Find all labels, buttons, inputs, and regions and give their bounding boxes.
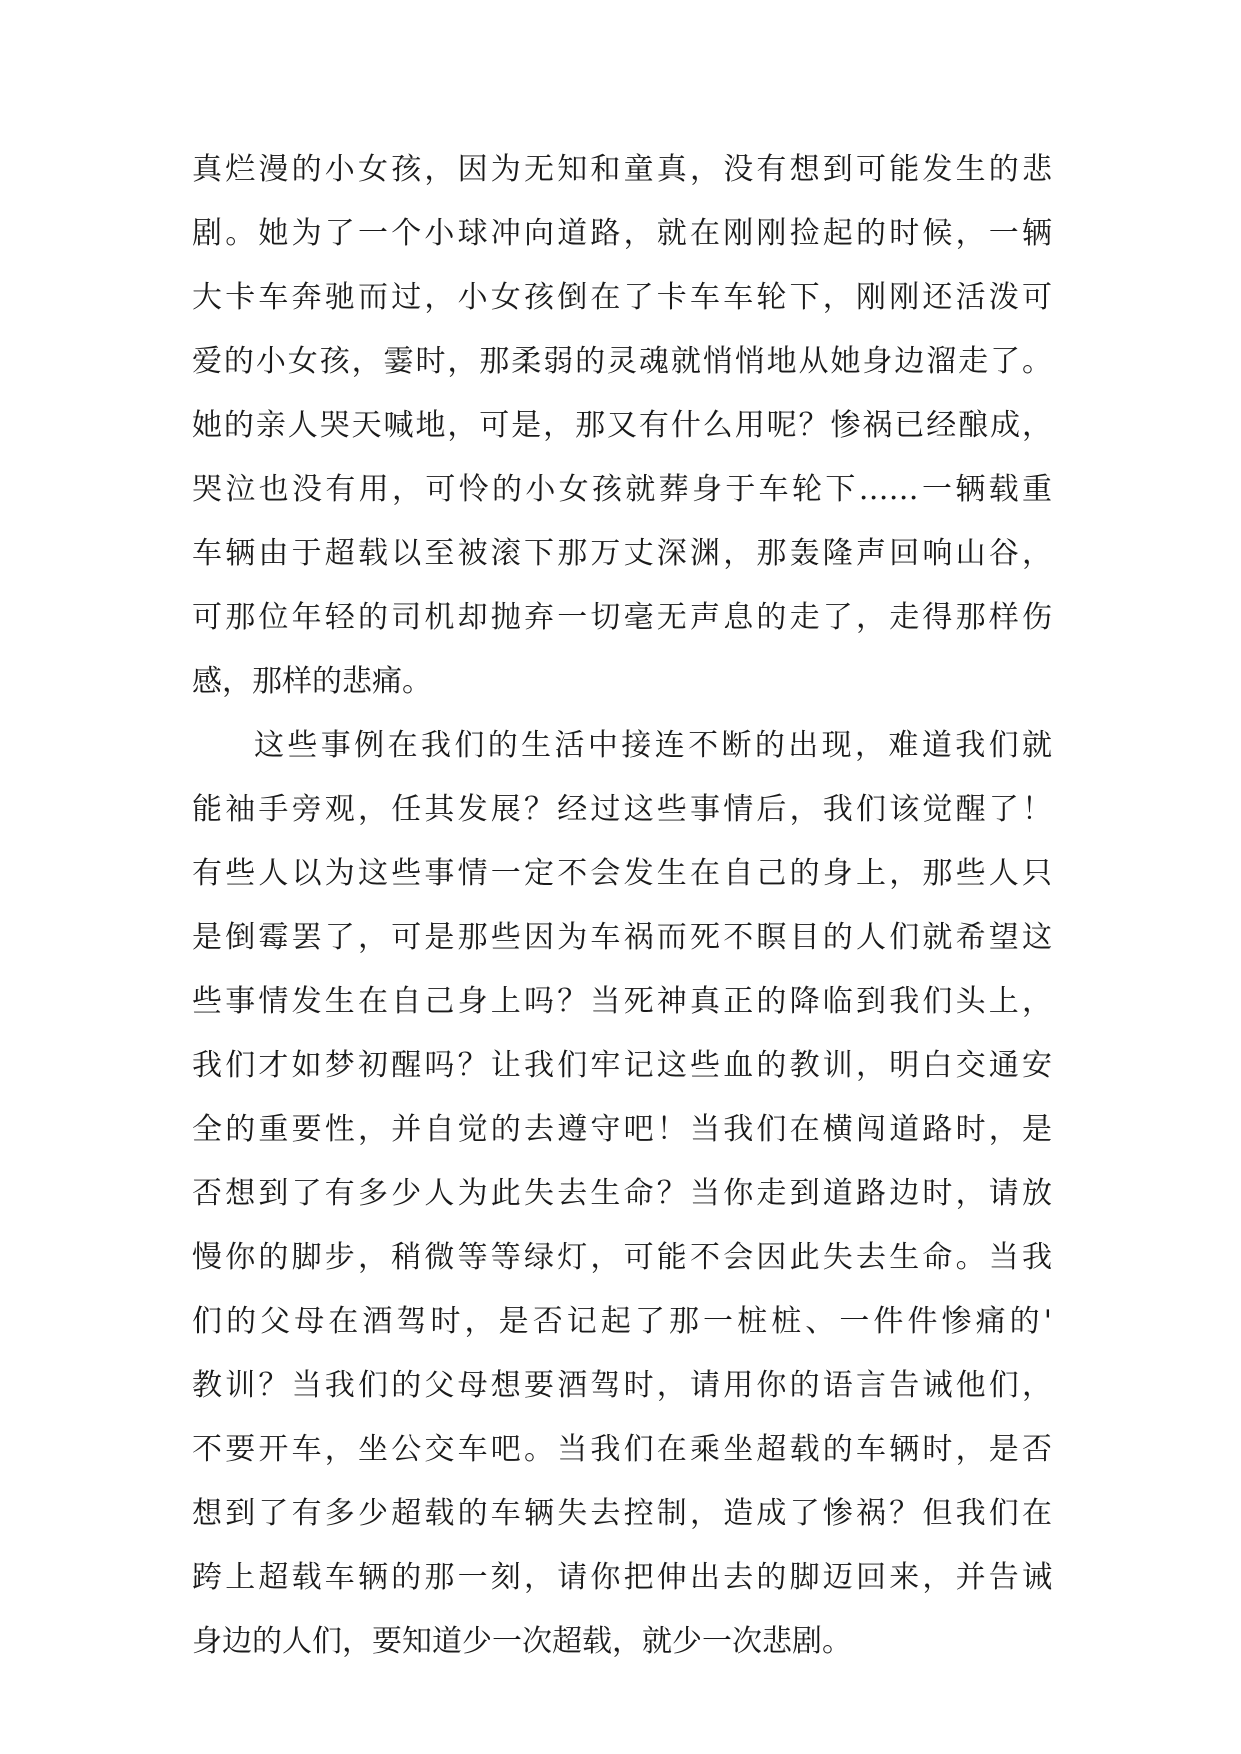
paragraph-2-line-3: 有些人以为这些事情一定不会发生在自己的身上，那些人只: [192, 856, 1052, 891]
paragraph-1-line-8: 可那位年轻的司机却抛弃一切毫无声息的走了，走得那样伤: [192, 600, 1052, 635]
paragraph-2-line-6: 我们才如梦初醒吗？让我们牢记这些血的教训，明白交通安: [192, 1048, 1052, 1083]
paragraph-1-line-5: 她的亲人哭天喊地，可是，那又有什么用呢？惨祸已经酿成，: [192, 408, 1052, 443]
paragraph-1-line-6: 哭泣也没有用，可怜的小女孩就葬身于车轮下……一辆载重: [192, 472, 1052, 507]
paragraph-2-line-1: 这些事例在我们的生活中接连不断的出现，难道我们就: [254, 728, 1052, 763]
paragraph-2-line-5: 些事情发生在自己身上吗？当死神真正的降临到我们头上，: [192, 984, 1052, 1019]
paragraph-2-line-9: 慢你的脚步，稍微等等绿灯，可能不会因此失去生命。当我: [192, 1240, 1052, 1275]
paragraph-2-line-2: 能袖手旁观，任其发展？经过这些事情后，我们该觉醒了！: [192, 792, 1052, 827]
paragraph-2-line-11: 教训？当我们的父母想要酒驾时，请用你的语言告诫他们，: [192, 1368, 1052, 1403]
paragraph-2-line-12: 不要开车，坐公交车吧。当我们在乘坐超载的车辆时，是否: [192, 1432, 1052, 1467]
paragraph-2-line-10: 们的父母在酒驾时，是否记起了那一桩桩、一件件惨痛的': [192, 1304, 1052, 1339]
paragraph-1-line-7: 车辆由于超载以至被滚下那万丈深渊，那轰隆声回响山谷，: [192, 536, 1052, 571]
paragraph-2-line-7: 全的重要性，并自觉的去遵守吧！当我们在横闯道路时，是: [192, 1112, 1052, 1147]
body-text: [192, 138, 1052, 1674]
paragraph-2-line-14: 跨上超载车辆的那一刻，请你把伸出去的脚迈回来，并告诫: [192, 1560, 1052, 1595]
paragraph-2-line-4: 是倒霉罢了，可是那些因为车祸而死不瞑目的人们就希望这: [192, 920, 1052, 955]
paragraph-2-line-13: 想到了有多少超载的车辆失去控制，造成了惨祸？但我们在: [192, 1496, 1052, 1531]
paragraph-1-line-9: 感，那样的悲痛。: [192, 664, 432, 699]
paragraph-1-line-4: 爱的小女孩，霎时，那柔弱的灵魂就悄悄地从她身边溜走了。: [192, 344, 1052, 379]
paragraph-1-line-2: 剧。她为了一个小球冲向道路，就在刚刚捡起的时候，一辆: [192, 216, 1052, 251]
paragraph-1-line-3: 大卡车奔驰而过，小女孩倒在了卡车车轮下，刚刚还活泼可: [192, 280, 1052, 315]
paragraph-2-line-8: 否想到了有多少人为此失去生命？当你走到道路边时，请放: [192, 1176, 1052, 1211]
paragraph-1-line-1: 真烂漫的小女孩，因为无知和童真，没有想到可能发生的悲: [192, 152, 1052, 187]
paragraph-2-line-15: 身边的人们，要知道少一次超载，就少一次悲剧。: [192, 1624, 852, 1659]
